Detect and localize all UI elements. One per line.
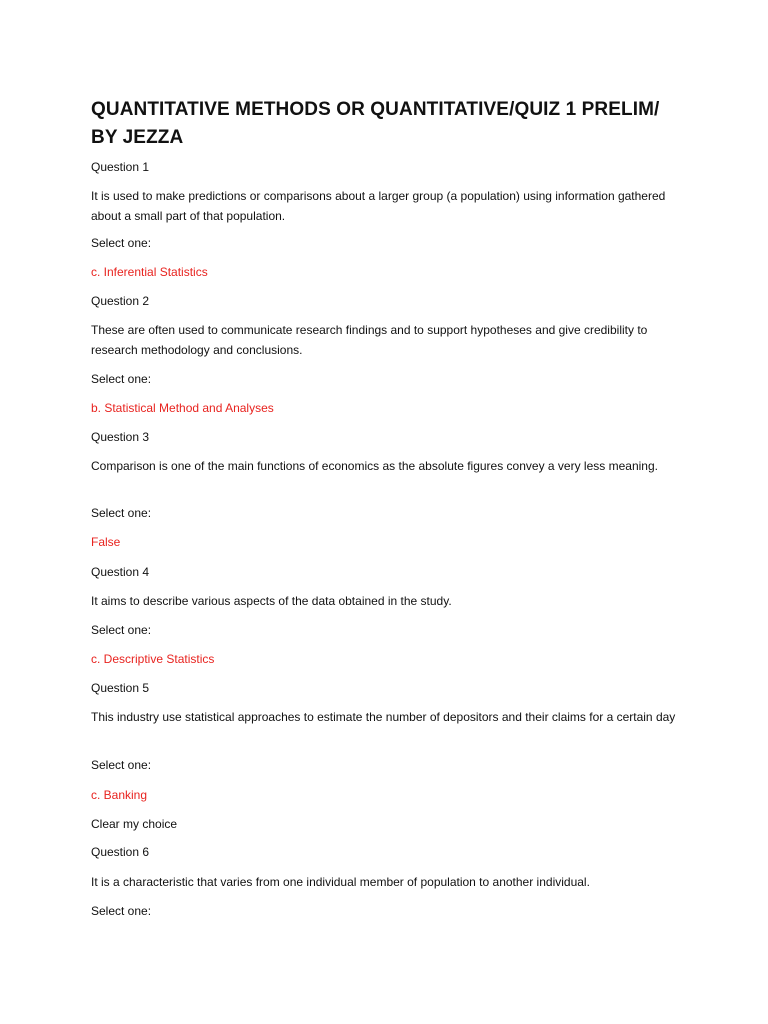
question-1-select-prompt: Select one: xyxy=(91,236,152,250)
question-5-answer: c. Banking xyxy=(91,788,148,802)
question-3-answer: False xyxy=(91,535,121,549)
question-4-text: It aims to describe various aspects of the data obtained in the study. xyxy=(91,594,452,608)
question-6-select-prompt: Select one: xyxy=(91,904,152,918)
question-5-label: Question 5 xyxy=(91,681,150,695)
question-6-text: It is a characteristic that varies from one individual member of population to another individual. xyxy=(91,875,590,889)
question-2-text: These are often used to communicate research findings and to support hypotheses and give credibility to research methodology and conclusions. xyxy=(91,323,648,357)
question-4-select-prompt: Select one: xyxy=(91,623,152,637)
question-1-answer: c. Inferential Statistics xyxy=(91,265,208,279)
question-5-select-prompt: Select one: xyxy=(91,758,152,772)
question-5-text: This industry use statistical approaches to estimate the number of depositors and their claims for a certain day xyxy=(91,710,676,724)
question-1-text: It is used to make predictions or comparisons about a larger group (a population) using information gathered about a small part of that population. xyxy=(91,189,666,223)
document-title: QUANTITATIVE METHODS OR QUANTITATIVE/QUIZ 1 PRELIM/ BY JEZZA xyxy=(91,99,660,148)
question-3-text: Comparison is one of the main functions of economics as the absolute figures convey a very less meaning. xyxy=(91,459,658,473)
question-5-clear-choice: Clear my choice xyxy=(91,817,178,831)
question-3-label: Question 3 xyxy=(91,430,150,444)
question-3-select-prompt: Select one: xyxy=(91,506,152,520)
question-2-label: Question 2 xyxy=(91,294,150,308)
question-2-select-prompt: Select one: xyxy=(91,372,152,386)
question-1-label: Question 1 xyxy=(91,160,150,174)
question-2-answer: b. Statistical Method and Analyses xyxy=(91,401,274,415)
question-4-label: Question 4 xyxy=(91,565,150,579)
question-6-label: Question 6 xyxy=(91,845,150,859)
question-4-answer: c. Descriptive Statistics xyxy=(91,652,215,666)
